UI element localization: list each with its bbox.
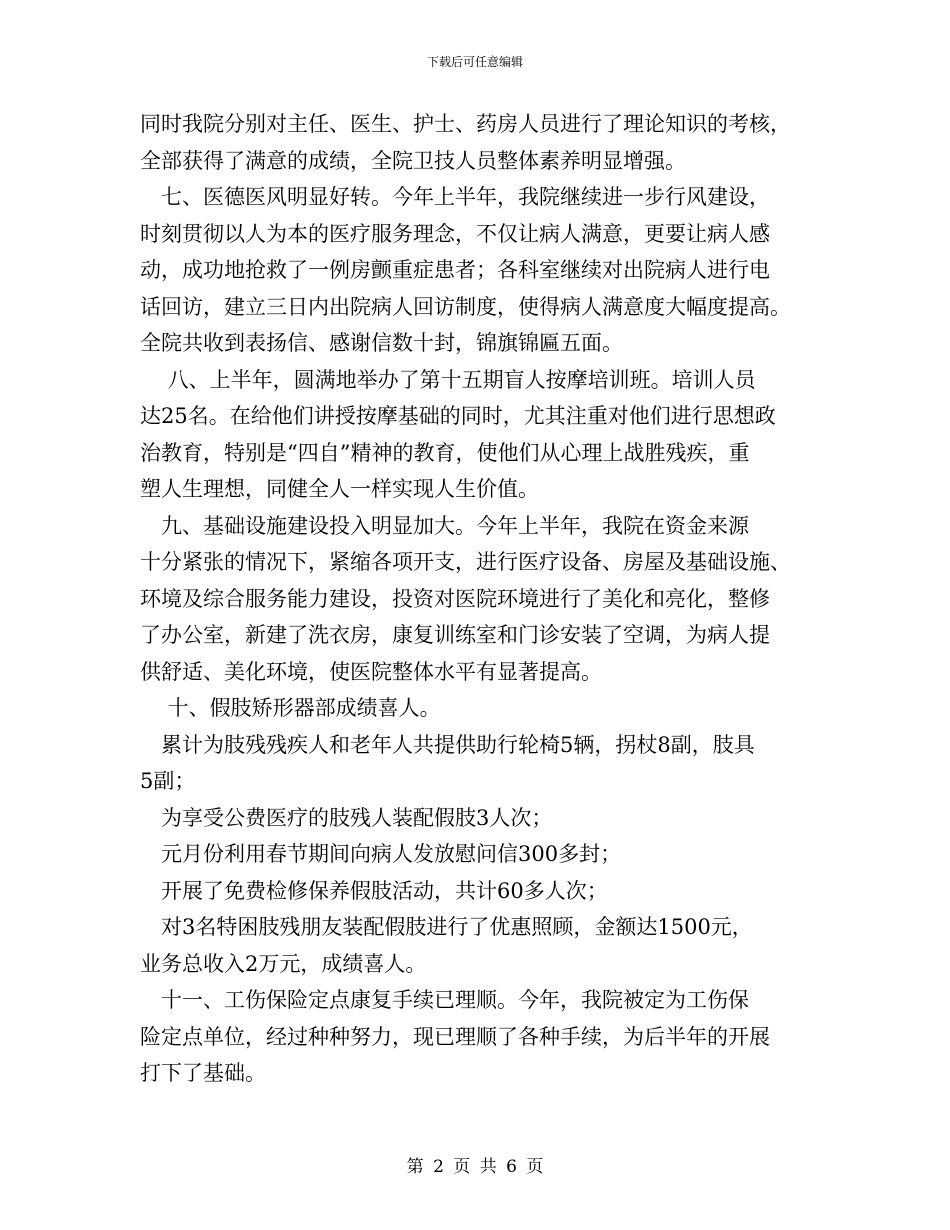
body-line: 八、上半年，圆满地举办了第十五期盲人按摩培训班。培训人员 <box>140 367 756 392</box>
body-line: 话回访，建立三日内出院病人回访制度，使得病人满意度大幅度提高。 <box>140 294 791 319</box>
body-line: 为享受公费医疗的肢残人装配假肢3人次； <box>140 805 553 830</box>
body-line: 累计为肢残残疾人和老年人共提供助行轮椅5辆，拐杖8副，肢具 <box>140 732 755 757</box>
body-line: 供舒适、美化环境，使医院整体水平有显著提高。 <box>140 659 602 684</box>
body-line: 对3名特困肢残朋友装配假肢进行了优惠照顾，金额达1500元， <box>140 915 753 939</box>
body-line: 5副； <box>140 769 196 793</box>
body-line: 十分紧张的情况下，紧缩各项开支，进行医疗设备、房屋及基础设施、 <box>140 550 791 574</box>
body-line: 环境及综合服务能力建设，投资对医院环境进行了美化和亮化，整修 <box>140 586 770 611</box>
body-line: 了办公室，新建了洗衣房，康复训练室和门诊安装了空调，为病人提 <box>140 623 770 647</box>
body-line: 达25名。在给他们讲授按摩基础的同时，尤其注重对他们进行思想政 <box>140 404 776 428</box>
body-line: 元月份利用春节期间向病人发放慰问信300多封； <box>140 842 622 866</box>
body-line: 十一、工伤保险定点康复手续已理顺。今年，我院被定为工伤保 <box>140 988 749 1012</box>
body-line: 全部获得了满意的成绩，全院卫技人员整体素养明显增强。 <box>140 148 686 173</box>
body-line: 打下了基础。 <box>140 1061 266 1085</box>
body-line: 九、基础设施建设投入明显加大。今年上半年，我院在资金来源 <box>140 513 749 538</box>
body-line: 开展了免费检修保养假肢活动，共计60多人次； <box>140 878 608 903</box>
body-line: 全院共收到表扬信、感谢信数十封，锦旗锦匾五面。 <box>140 331 623 355</box>
body-line: 动，成功地抢救了一例房颤重症患者；各科室继续对出院病人进行电 <box>140 258 770 282</box>
body-line: 时刻贯彻以人为本的医疗服务理念，不仅让病人满意，更要让病人感 <box>140 221 770 246</box>
page-header: 下载后可任意编辑 <box>426 55 523 69</box>
body-line: 十、假肢矫形器部成绩喜人。 <box>140 696 441 720</box>
page-number-footer: 第 2 页 共 6 页 <box>406 1157 544 1177</box>
body-line: 业务总收入2万元，成绩喜人。 <box>140 951 427 976</box>
body-line: 塑人生理想，同健全人一样实现人生价值。 <box>140 477 539 501</box>
document-body <box>140 106 820 1092</box>
body-line: 七、医德医风明显好转。今年上半年，我院继续进一步行风建设， <box>140 185 770 209</box>
body-line: 险定点单位，经过种种努力，现已理顺了各种手续，为后半年的开展 <box>140 1024 770 1049</box>
body-line: 同时我院分别对主任、医生、护士、药房人员进行了理论知识的考核， <box>140 112 791 136</box>
body-line: 治教育，特别是“四自”精神的教育，使他们从心理上战胜残疾，重 <box>140 440 750 465</box>
